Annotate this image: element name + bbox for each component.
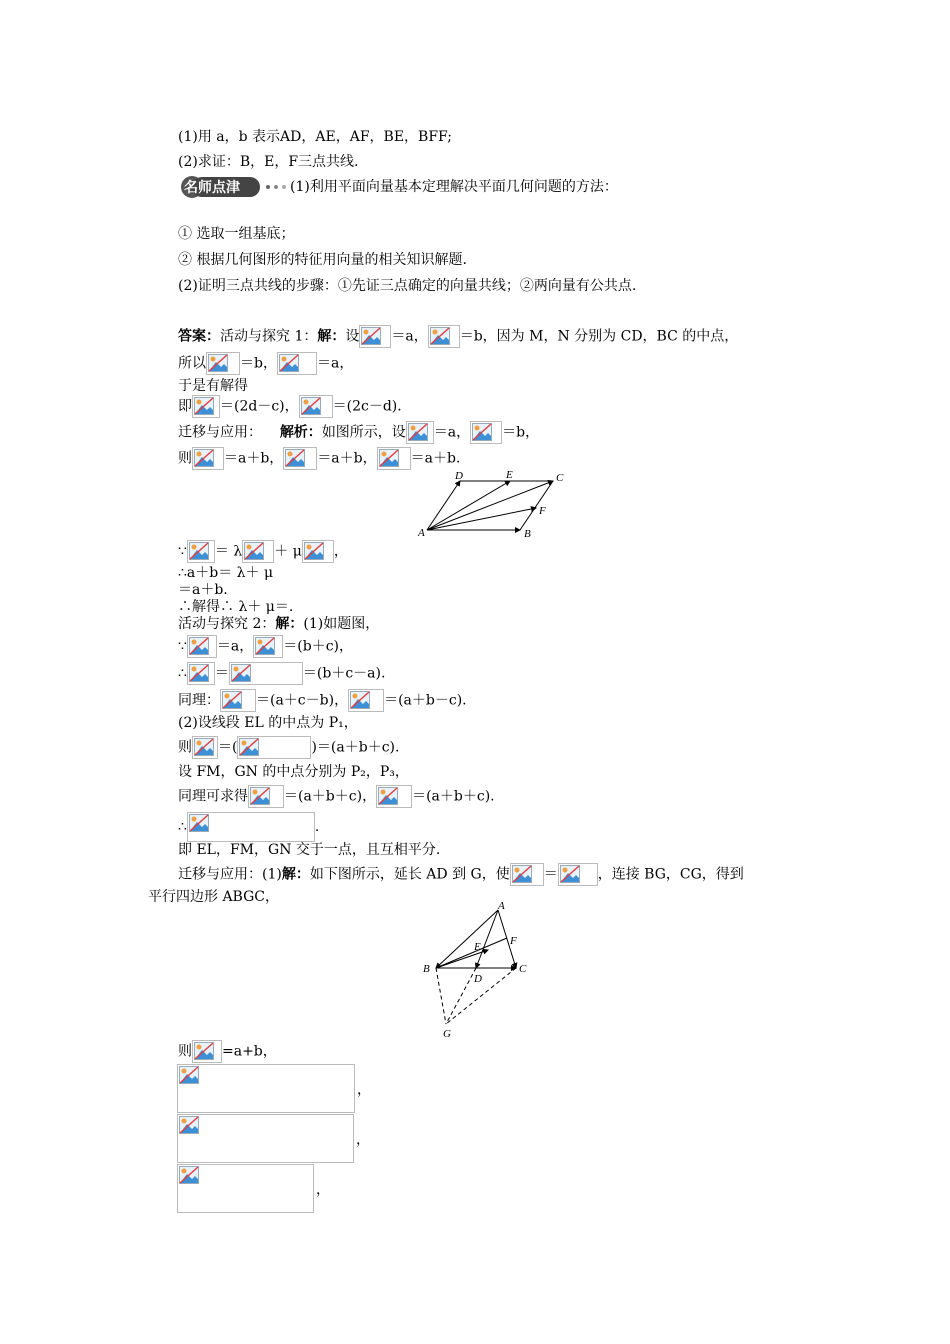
text: ＝(2c－d).	[332, 398, 402, 415]
answer-line-10: ∴解得∴ λ＋ μ＝.	[178, 599, 294, 615]
broken-image-icon	[348, 689, 384, 712]
broken-image-icon	[192, 1040, 222, 1063]
broken-image-icon	[177, 1164, 314, 1213]
text: ＝b，	[240, 355, 277, 372]
answer-line-12	[178, 635, 353, 658]
answer-line-19	[178, 812, 319, 842]
answer-line-1	[178, 325, 738, 348]
answer-line-15: (2)设线段 EL 的中点为 P₁，	[178, 715, 358, 731]
answer-line-14	[178, 689, 467, 712]
broken-image-icon	[177, 1064, 355, 1113]
broken-image-icon	[187, 540, 215, 563]
text: )＝(a＋b＋c).	[311, 739, 400, 756]
text: ＝	[543, 866, 558, 883]
broken-image-icon	[187, 662, 215, 685]
text: ＝(a＋c－b)，	[256, 692, 349, 709]
label-B: B	[423, 963, 430, 975]
text: ∴	[178, 665, 187, 682]
text: ，连接 BG，CG，得到	[597, 866, 744, 883]
broken-image-icon	[376, 785, 412, 808]
answer-line-22: 平行四边形 ABGC，	[148, 889, 280, 905]
answer-line-2	[178, 352, 353, 375]
label-C: C	[519, 963, 527, 975]
broken-image-icon	[229, 662, 303, 685]
broken-image-icon	[206, 352, 240, 375]
broken-image-icon	[177, 1114, 354, 1163]
broken-image-icon	[299, 395, 333, 418]
answer-line-23	[178, 1040, 277, 1063]
broken-image-icon	[558, 863, 598, 886]
text: ＝b，	[502, 424, 540, 441]
parallelogram-diagram	[415, 468, 575, 540]
broken-image-icon	[253, 635, 283, 658]
text: ＝a，	[216, 638, 254, 655]
label-B: B	[524, 528, 531, 540]
text: ＝(a＋b－c).	[384, 692, 467, 709]
text: ＝b，因为 M，N 分别为 CD，BC 的中点，	[459, 328, 739, 345]
text: 则	[178, 450, 192, 467]
text: 如下图所示，延长 AD 到 G，使	[309, 866, 510, 883]
text: 则	[178, 739, 192, 756]
broken-image-icon	[406, 421, 434, 444]
label-E: E	[506, 469, 513, 481]
text: ∵	[178, 543, 187, 560]
text: ＝a，	[433, 424, 471, 441]
text: ＝(a＋b＋c).	[412, 788, 495, 805]
broken-image-icon	[428, 325, 460, 348]
question-2: (2)求证：B，E，F三点共线.	[178, 154, 359, 170]
text: ∴	[178, 819, 187, 835]
text: 则	[178, 1043, 192, 1060]
triangle-diagram	[418, 898, 538, 1040]
analysis-label: 解析：	[279, 424, 322, 441]
label-G: G	[443, 1028, 451, 1040]
text: 同理可求得	[178, 788, 248, 805]
text: ＝a，	[391, 328, 428, 345]
label-A: A	[418, 527, 425, 539]
broken-image-icon	[470, 421, 502, 444]
label-E: E	[474, 941, 481, 953]
label-D: D	[455, 470, 463, 482]
text: 所以	[178, 355, 206, 372]
answer-line-5	[178, 421, 539, 444]
text: ＝(2d－c)，	[220, 398, 299, 415]
broken-image-icon	[237, 736, 311, 759]
answer-line-3: 于是有解得	[178, 378, 248, 394]
text: 设	[345, 328, 360, 345]
step-2: ② 根据几何图形的特征用向量的相关知识解题.	[178, 252, 467, 268]
text: ＝a＋b.	[410, 450, 461, 467]
answer-line-16	[178, 736, 399, 759]
broken-image-icon	[510, 863, 544, 886]
activity-label: 活动与探究 1：	[220, 328, 318, 345]
text: ＝a，	[316, 355, 354, 372]
broken-image-icon	[192, 736, 218, 759]
solution-label: 解：	[317, 328, 346, 345]
question-1: (1)用 a，b 表示AD，AE，AF，BE，BFF;	[178, 129, 452, 145]
broken-image-icon	[377, 447, 411, 470]
text: ＝(	[218, 739, 238, 756]
text: ＝ λ	[214, 543, 243, 560]
text: 活动与探究 2：	[178, 616, 276, 632]
comma: ，	[356, 1132, 370, 1148]
answer-line-18	[178, 785, 495, 808]
text: 即	[178, 398, 192, 415]
solution-label: 解：	[275, 616, 304, 632]
answer-line-21	[178, 863, 744, 886]
label-A: A	[498, 900, 505, 912]
text: =a+b，	[222, 1043, 277, 1060]
text: 迁移与应用：	[178, 424, 262, 441]
tip-1: (1)利用平面向量基本定理解决平面几何问题的方法：	[290, 179, 618, 195]
answer-line-8: ∴a＋b＝ λ＋ μ	[178, 565, 274, 581]
answer-line-6	[178, 447, 460, 470]
answer-line-20: 即 EL，FM，GN 交于一点，且互相平分.	[178, 842, 441, 858]
text: ＋ μ	[274, 543, 302, 560]
answer-line-9: ＝a＋b.	[178, 582, 228, 598]
answer-line-4	[178, 395, 402, 418]
comma: ，	[316, 1182, 330, 1198]
answer-line-13	[178, 662, 385, 685]
text: ＝(a＋b＋c)，	[284, 788, 377, 805]
text: ∵	[178, 638, 187, 655]
text: ＝a＋b，	[224, 450, 284, 467]
label-D: D	[474, 973, 482, 985]
answer-line-7	[178, 540, 348, 563]
answer-line-11	[178, 614, 379, 634]
broken-image-icon	[302, 540, 334, 563]
text: 迁移与应用：(1)	[178, 866, 282, 883]
broken-image-icon	[220, 689, 256, 712]
text: ，	[333, 543, 348, 560]
broken-image-icon	[283, 447, 317, 470]
comma: ，	[357, 1082, 371, 1098]
step-1: ① 选取一组基底；	[178, 226, 295, 242]
broken-image-icon	[192, 395, 220, 418]
text: 同理：	[178, 692, 220, 709]
broken-image-icon	[248, 785, 284, 808]
text: ＝(b＋c－a).	[302, 665, 386, 682]
solution-label: 解：	[281, 866, 310, 883]
broken-image-icon	[187, 812, 315, 842]
label-C: C	[556, 472, 564, 484]
badge-label: 名师点津	[184, 180, 240, 196]
broken-image-icon	[277, 352, 317, 375]
text: ＝	[214, 665, 229, 682]
text: 如图所示，设	[321, 424, 406, 441]
broken-image-icon	[187, 635, 217, 658]
answer-line-17: 设 FM，GN 的中点分别为 P₂，P₃，	[178, 764, 409, 780]
text: (1)如题图，	[303, 616, 380, 632]
tip-2: (2)证明三点共线的步骤：①先证三点确定的向量共线；②两向量有公共点.	[178, 278, 637, 294]
broken-image-icon	[242, 540, 274, 563]
answer-label: 答案：	[178, 328, 220, 345]
label-F: F	[510, 935, 517, 947]
broken-image-icon	[359, 325, 391, 348]
teacher-tip-badge	[178, 175, 290, 199]
text: ＝(b＋c)，	[283, 638, 354, 655]
label-F: F	[539, 505, 546, 517]
broken-image-icon	[192, 447, 224, 470]
text: .	[314, 819, 320, 835]
text: ＝a＋b，	[317, 450, 377, 467]
